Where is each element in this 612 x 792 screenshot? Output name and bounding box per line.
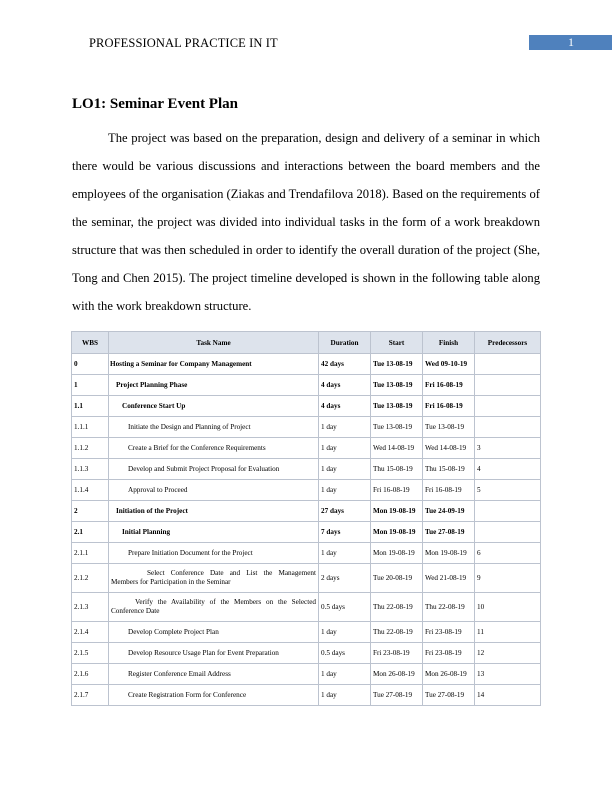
cell-duration: 1 day (319, 459, 371, 480)
cell-task-name: Conference Start Up (109, 396, 319, 417)
cell-wbs: 2.1.7 (72, 685, 109, 706)
cell-predecessors (475, 501, 541, 522)
cell-finish: Thu 22-08-19 (423, 593, 475, 622)
cell-finish: Fri 16-08-19 (423, 396, 475, 417)
cell-duration: 2 days (319, 564, 371, 593)
cell-duration: 7 days (319, 522, 371, 543)
cell-predecessors (475, 417, 541, 438)
table-row (72, 438, 541, 459)
table-row (72, 543, 541, 564)
cell-duration: 42 days (319, 354, 371, 375)
cell-start: Thu 22-08-19 (371, 622, 423, 643)
cell-duration: 0.5 days (319, 643, 371, 664)
cell-start: Tue 20-08-19 (371, 564, 423, 593)
table-row (72, 643, 541, 664)
cell-task-name: Create a Brief for the Conference Requirements (109, 438, 319, 459)
body-paragraph: The project was based on the preparation, design and delivery of a seminar in which there would be various discussions and interactions between the board members and the employees of the organisation (Ziakas and Trendafilova 2018). Based on the requirements of the seminar, the project was divided into individual tasks in the form of a work breakdown structure that was then scheduled in order to identify the overall duration of the project (She, Tong and Chen 2015). The project timeline developed is shown in the following table along with the work breakdown structure. (72, 131, 540, 313)
cell-predecessors: 4 (475, 459, 541, 480)
cell-task-name: Develop and Submit Project Proposal for Evaluation (109, 459, 319, 480)
table-row (72, 664, 541, 685)
cell-task-name: Develop Complete Project Plan (109, 622, 319, 643)
cell-finish: Tue 24-09-19 (423, 501, 475, 522)
cell-wbs: 2.1.6 (72, 664, 109, 685)
cell-wbs: 2 (72, 501, 109, 522)
cell-start: Wed 14-08-19 (371, 438, 423, 459)
cell-predecessors: 11 (475, 622, 541, 643)
column-header-duration: Duration (319, 332, 371, 354)
cell-duration: 1 day (319, 622, 371, 643)
table-row (72, 564, 541, 593)
cell-start: Tue 13-08-19 (371, 396, 423, 417)
cell-predecessors: 13 (475, 664, 541, 685)
cell-wbs: 2.1.5 (72, 643, 109, 664)
cell-predecessors: 10 (475, 593, 541, 622)
cell-task-name: Approval to Proceed (109, 480, 319, 501)
cell-finish: Mon 19-08-19 (423, 543, 475, 564)
cell-task-name: Register Conference Email Address (109, 664, 319, 685)
cell-duration: 1 day (319, 417, 371, 438)
page-number-badge: 1 (529, 35, 612, 50)
cell-wbs: 1.1.2 (72, 438, 109, 459)
column-header-finish: Finish (423, 332, 475, 354)
cell-wbs: 1.1.3 (72, 459, 109, 480)
table-row (72, 459, 541, 480)
cell-start: Mon 19-08-19 (371, 501, 423, 522)
cell-start: Mon 19-08-19 (371, 543, 423, 564)
cell-duration: 1 day (319, 543, 371, 564)
cell-duration: 1 day (319, 438, 371, 459)
cell-predecessors (475, 354, 541, 375)
cell-wbs: 0 (72, 354, 109, 375)
cell-predecessors: 6 (475, 543, 541, 564)
cell-task-name: Project Planning Phase (109, 375, 319, 396)
cell-start: Fri 23-08-19 (371, 643, 423, 664)
cell-finish: Fri 23-08-19 (423, 622, 475, 643)
cell-task-name: Hosting a Seminar for Company Management (109, 354, 319, 375)
cell-duration: 1 day (319, 480, 371, 501)
cell-predecessors: 5 (475, 480, 541, 501)
cell-duration: 27 days (319, 501, 371, 522)
cell-wbs: 1.1.4 (72, 480, 109, 501)
cell-duration: 4 days (319, 396, 371, 417)
column-header-wbs: WBS (72, 332, 109, 354)
cell-task-name: Prepare Initiation Document for the Project (109, 543, 319, 564)
cell-task-name: Create Registration Form for Conference (109, 685, 319, 706)
cell-duration: 0.5 days (319, 593, 371, 622)
cell-finish: Wed 21-08-19 (423, 564, 475, 593)
table-row (72, 622, 541, 643)
table-row (72, 480, 541, 501)
cell-start: Tue 13-08-19 (371, 375, 423, 396)
section-heading: LO1: Seminar Event Plan (72, 96, 238, 112)
cell-task-name: Initial Planning (109, 522, 319, 543)
cell-start: Mon 19-08-19 (371, 522, 423, 543)
cell-task-name: Initiation of the Project (109, 501, 319, 522)
cell-finish: Mon 26-08-19 (423, 664, 475, 685)
table-row (72, 396, 541, 417)
cell-task-name: Initiate the Design and Planning of Project (109, 417, 319, 438)
cell-predecessors (475, 522, 541, 543)
cell-finish: Thu 15-08-19 (423, 459, 475, 480)
cell-wbs: 1.1 (72, 396, 109, 417)
table-row (72, 375, 541, 396)
running-header-title: PROFESSIONAL PRACTICE IN IT (89, 36, 278, 50)
cell-wbs: 2.1.3 (72, 593, 109, 622)
cell-start: Thu 22-08-19 (371, 593, 423, 622)
cell-predecessors: 14 (475, 685, 541, 706)
cell-wbs: 2.1.1 (72, 543, 109, 564)
cell-start: Tue 13-08-19 (371, 417, 423, 438)
cell-predecessors: 12 (475, 643, 541, 664)
cell-finish: Fri 23-08-19 (423, 643, 475, 664)
cell-start: Thu 15-08-19 (371, 459, 423, 480)
cell-duration: 4 days (319, 375, 371, 396)
cell-finish: Fri 16-08-19 (423, 480, 475, 501)
table-row (72, 522, 541, 543)
cell-finish: Wed 09-10-19 (423, 354, 475, 375)
table-row (72, 593, 541, 622)
table-row (72, 417, 541, 438)
cell-predecessors (475, 375, 541, 396)
cell-predecessors: 9 (475, 564, 541, 593)
cell-finish: Tue 27-08-19 (423, 685, 475, 706)
column-header-predecessors: Predecessors (475, 332, 541, 354)
cell-wbs: 2.1 (72, 522, 109, 543)
cell-duration: 1 day (319, 685, 371, 706)
cell-start: Fri 16-08-19 (371, 480, 423, 501)
table-row (72, 501, 541, 522)
cell-predecessors (475, 396, 541, 417)
cell-finish: Fri 16-08-19 (423, 375, 475, 396)
column-header-start: Start (371, 332, 423, 354)
cell-wbs: 1.1.1 (72, 417, 109, 438)
cell-finish: Tue 13-08-19 (423, 417, 475, 438)
cell-finish: Wed 14-08-19 (423, 438, 475, 459)
wbs-schedule-table (71, 331, 541, 706)
cell-start: Tue 27-08-19 (371, 685, 423, 706)
table-row (72, 354, 541, 375)
column-header-task-name: Task Name (109, 332, 319, 354)
cell-wbs: 1 (72, 375, 109, 396)
cell-task-name: Verify the Availability of the Members on the Selected Conference Date (109, 593, 319, 622)
table-header-row (72, 332, 541, 354)
cell-start: Tue 13-08-19 (371, 354, 423, 375)
cell-wbs: 2.1.2 (72, 564, 109, 593)
cell-task-name: Select Conference Date and List the Management Members for Participation in the Seminar (109, 564, 319, 593)
table-row (72, 685, 541, 706)
cell-predecessors: 3 (475, 438, 541, 459)
cell-finish: Tue 27-08-19 (423, 522, 475, 543)
cell-task-name: Develop Resource Usage Plan for Event Preparation (109, 643, 319, 664)
cell-start: Mon 26-08-19 (371, 664, 423, 685)
cell-duration: 1 day (319, 664, 371, 685)
cell-wbs: 2.1.4 (72, 622, 109, 643)
